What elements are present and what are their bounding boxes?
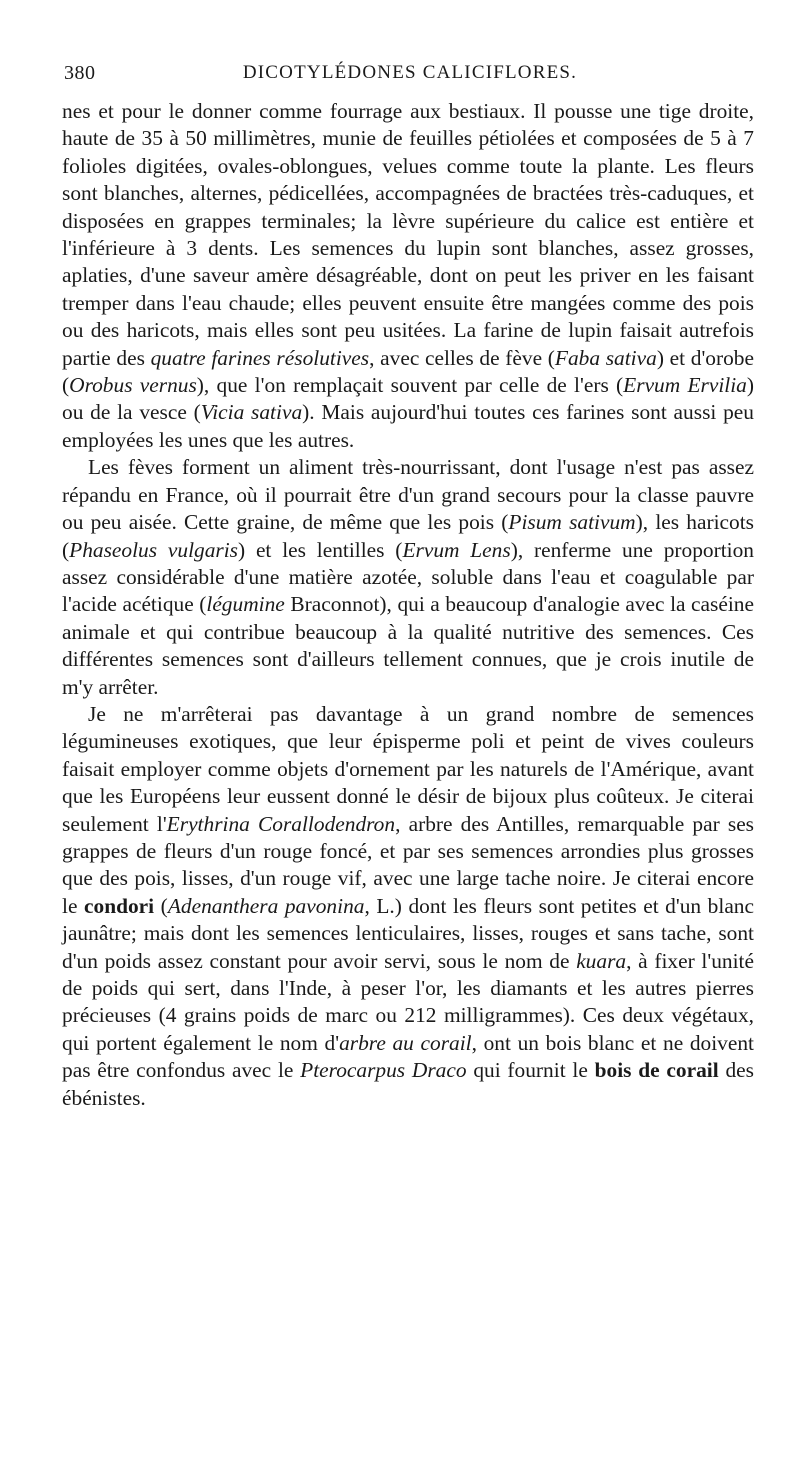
text-run: nes et pour le donner comme fourrage aux bestiaux. Il pousse une tige droite, haute de 35 à 50 millimètres, munie de feuilles pétiolées et composées de 5 à 7 folioles digitées, ovales-oblongues, velues comme toute la plante. Les fleurs sont blanches, alternes, pédicellées, accompagnées de bractées très-caduques, et disposées en grappes terminales; la lèvre supérieure du calice est entière et l'inférieure à 3 dents. Les semences du lupin sont blanches, assez grosses, aplaties, d'une saveur amère désagréable, dont on peut les priver en les faisant tremper dans l'eau chaude; elles peuvent ensuite être mangées comme des pois ou des haricots, mais elles sont peu usitées. La farine de lupin faisait autrefois partie des [62, 99, 754, 370]
italic-text: kuara [576, 948, 627, 973]
text-run: ) ou de la vesce ( [62, 373, 754, 425]
italic-text: Adenanthera pavonina [167, 893, 365, 918]
italic-text: Faba sativa [554, 345, 657, 370]
text-run: des ébénistes. [62, 1058, 754, 1110]
page-header [60, 58, 760, 88]
body-text [62, 98, 754, 1112]
text-run: Je ne m'arrêterai pas davantage à un grand nombre de semences légumineuses exotiques, que leur épisperme poli et peint de vives couleurs faisait employer comme objets d'ornement par les naturels de l'Amérique, avant que les Européens leur eussent donné le désir de bijoux plus coûteux. Je citerai seulement l' [62, 701, 754, 836]
text-run: ), renferme une proportion assez considérable d'une matière azotée, soluble dans l'eau et coagulable par l'acide acétique ( [62, 537, 754, 617]
text-run: , à fixer l'unité de poids qui sert, dans l'Inde, à peser l'or, les diamants et les autres pierres précieuses (4 grains poids de marc ou 212 milligrammes). Ces deux végétaux, qui portent également le nom d' [62, 948, 754, 1055]
italic-text: Orobus vernus [69, 373, 197, 398]
italic-text: Pterocarpus Draco [300, 1058, 467, 1083]
italic-text: Vicia sativa [200, 400, 303, 425]
paragraph-continuation [62, 98, 754, 454]
text-run: Braconnot), qui a beaucoup d'analogie avec la caséine animale et qui contribue beaucoup à la qualité nutritive des semences. Ces différentes semences sont d'ailleurs tellement connues, que je crois inutile de m'y arrêter. [62, 592, 754, 699]
italic-text: Ervum Lens [402, 537, 511, 562]
italic-text: Erythrina Corallodendron [166, 811, 396, 836]
text-run: , arbre des Antilles, remarquable par ses grappes de fleurs d'un rouge foncé, et par ses semences arrondies plus grosses que des pois, lisses, d'un rouge vif, avec une large tache noire. Je citerai encore le [62, 811, 755, 918]
italic-text: quatre farines résolutives [150, 345, 370, 370]
text-run: , ont un bois blanc et ne doivent pas être confondus avec le [62, 1030, 754, 1083]
text-run: ). Mais aujourd'hui toutes ces farines sont aussi peu employées les unes que les autres. [62, 400, 754, 452]
paragraph-exotic-seeds [62, 701, 754, 1112]
page-number: 380 [64, 62, 96, 84]
italic-text: légumine [206, 592, 285, 617]
text-run: ), les haricots ( [62, 510, 755, 562]
bold-text: bois de corail [594, 1058, 719, 1083]
text-run: Les fèves forment un aliment très-nourrissant, dont l'usage n'est pas assez répandu en France, où il pourrait être d'un grand secours pour la classe pauvre ou peu aisée. Cette graine, de même que les pois ( [62, 455, 754, 535]
text-run: , avec celles de fève ( [369, 345, 555, 370]
text-run: ) et les lentilles ( [238, 537, 403, 562]
text-run: ) et d'orobe ( [62, 345, 754, 398]
text-run: , L.) dont les fleurs sont petites et d'un blanc jaunâtre; mais dont les semences lenticulaires, lisses, rouges et sans tache, sont d'un poids assez constant pour avoir servi, sous le nom de [62, 893, 754, 973]
text-run: ( [154, 893, 168, 918]
text-run: qui fournit le [466, 1058, 595, 1083]
italic-text: Phaseolus vulgaris [69, 537, 238, 562]
paragraph-feves [62, 454, 754, 701]
italic-text: Ervum Ervilia [623, 373, 747, 398]
text-run: ), que l'on remplaçait souvent par celle de l'ers ( [196, 373, 624, 398]
running-title: DICOTYLÉDONES CALICIFLORES. [242, 62, 578, 83]
italic-text: arbre au corail [339, 1030, 472, 1055]
bold-text: condori [84, 893, 155, 918]
italic-text: Pisum sativum [508, 510, 636, 535]
